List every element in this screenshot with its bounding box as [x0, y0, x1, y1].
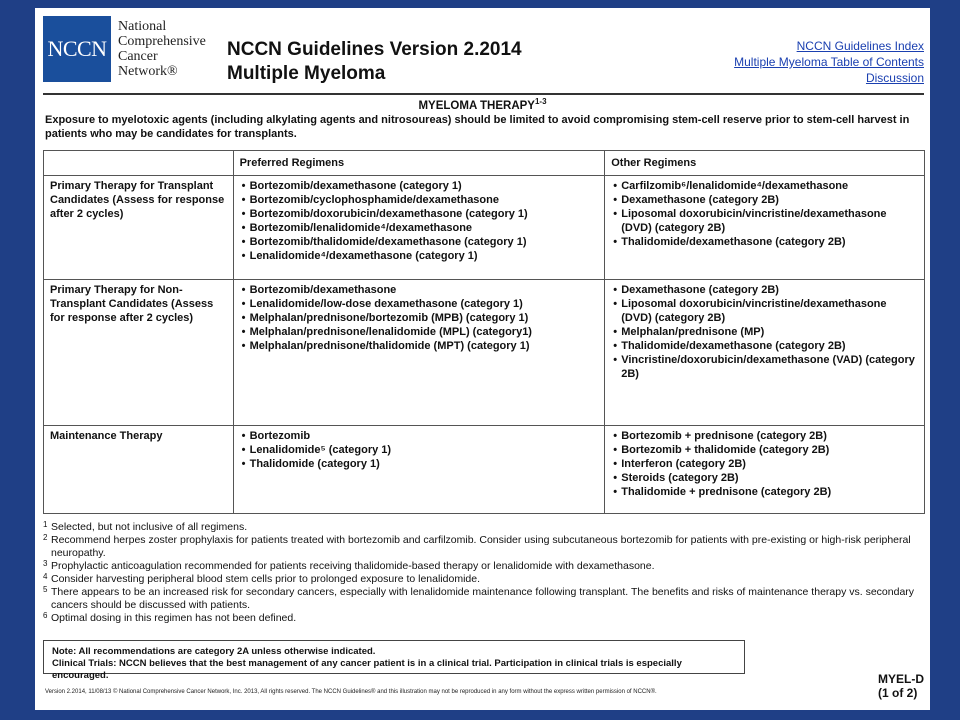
footnote-number: 2 — [43, 533, 48, 542]
page-code — [878, 672, 924, 700]
list-item: • Vincristine/doxorubicin/dexamethasone (VAD) (category 2B) — [621, 353, 918, 381]
guideline-page — [35, 8, 930, 710]
table-row — [44, 176, 925, 280]
footnote — [43, 521, 921, 534]
preferred-regimens-cell — [233, 426, 605, 514]
copyright-footer: Version 2.2014, 11/08/13 © National Comprehensive Cancer Network, Inc. 2013, All rights reserved. The NCCN Guidelines® and this illustration may not be reproduced in any form without the express written permission of NCCN®. — [45, 689, 657, 695]
footnote-text: Recommend herpes zoster prophylaxis for patients treated with bortezomib and carfilzomib. Consider using subcutaneous bortezomib for patients with pre-existing or high-risk peripheral neuropathy. — [51, 534, 911, 559]
list-item: • Bortezomib/dexamethasone (category 1) — [250, 179, 599, 193]
list-item: • Melphalan/prednisone/bortezomib (MPB) (category 1) — [250, 311, 599, 325]
list-item: • Thalidomide (category 1) — [250, 457, 599, 471]
note-category: Note: All recommendations are category 2A unless otherwise indicated. — [52, 646, 376, 657]
list-item: • Liposomal doxorubicin/vincristine/dexamethasone (DVD) (category 2B) — [621, 207, 918, 235]
footnote-text: Selected, but not inclusive of all regimens. — [51, 521, 248, 533]
list-item: • Bortezomib/dexamethasone — [250, 283, 599, 297]
nccn-logo — [43, 16, 206, 82]
list-item: • Bortezomib + prednisone (category 2B) — [621, 429, 918, 443]
row-label: Primary Therapy for Non-Transplant Candidates (Assess for response after 2 cycles) — [44, 280, 234, 426]
list-item: • Bortezomib — [250, 429, 599, 443]
other-regimens-cell — [605, 176, 925, 280]
section-title-footnote-ref: 1-3 — [534, 97, 547, 106]
footnote — [43, 534, 921, 560]
footnote — [43, 586, 921, 612]
footnote-number: 1 — [43, 520, 48, 529]
page-title — [227, 38, 522, 86]
footnote-number: 5 — [43, 585, 48, 594]
list-item: • Bortezomib/doxorubicin/dexamethasone (category 1) — [250, 207, 599, 221]
footnote-text: Prophylactic anticoagulation recommended for patients receiving thalidomide-based therapy or lenalidomide with dexamethasone. — [51, 560, 655, 572]
preferred-regimens-cell — [233, 280, 605, 426]
list-item: • Melphalan/prednisone/lenalidomide (MPL) (category1) — [250, 325, 599, 339]
footnote-number: 6 — [43, 611, 48, 620]
table-row — [44, 280, 925, 426]
note-box — [43, 640, 745, 681]
footnote-number: 3 — [43, 559, 48, 568]
list-item: • Lenalidomide/low-dose dexamethasone (category 1) — [250, 297, 599, 311]
table-header-cell: Other Regimens — [605, 151, 925, 176]
discussion-link[interactable]: Discussion — [865, 71, 924, 85]
navigation-links — [734, 38, 924, 86]
footnote — [43, 612, 921, 625]
row-label: Maintenance Therapy — [44, 426, 234, 514]
table-row — [44, 426, 925, 514]
list-item: • Carfilzomib⁶/lenalidomide⁴/dexamethasone — [621, 179, 918, 193]
preferred-regimens-cell — [233, 176, 605, 280]
list-item: • Thalidomide/dexamethasone (category 2B) — [621, 235, 918, 249]
list-item: • Melphalan/prednisone (MP) — [621, 325, 918, 339]
section-title — [35, 97, 930, 112]
section-title-text: MYELOMA THERAPY — [418, 99, 535, 112]
row-label: Primary Therapy for Transplant Candidates (Assess for response after 2 cycles) — [44, 176, 234, 280]
logo-line: Network® — [118, 64, 178, 79]
list-item: • Bortezomib/cyclophosphamide/dexamethasone — [250, 193, 599, 207]
header-divider — [43, 93, 924, 95]
list-item: • Bortezomib/lenalidomide⁴/dexamethasone — [250, 221, 599, 235]
list-item: • Dexamethasone (category 2B) — [621, 283, 918, 297]
note-clinical-trials: Clinical Trials: NCCN believes that the best management of any cancer patient is in a clinical trial. Participation in clinical trials is especially encouraged. — [52, 658, 682, 681]
other-regimens-cell — [605, 426, 925, 514]
list-item: • Thalidomide/dexamethasone (category 2B) — [621, 339, 918, 353]
guideline-topic: Multiple Myeloma — [227, 63, 386, 84]
list-item: • Liposomal doxorubicin/vincristine/dexamethasone (DVD) (category 2B) — [621, 297, 918, 325]
page-code-id: MYEL-D — [878, 672, 924, 686]
footnote-text: Consider harvesting peripheral blood stem cells prior to prolonged exposure to lenalidomide. — [51, 573, 480, 585]
table-of-contents-link[interactable]: Multiple Myeloma Table of Contents — [734, 55, 924, 69]
list-item: • Bortezomib/thalidomide/dexamethasone (category 1) — [250, 235, 599, 249]
list-item: • Bortezomib + thalidomide (category 2B) — [621, 443, 918, 457]
list-item: • Melphalan/prednisone/thalidomide (MPT) (category 1) — [250, 339, 599, 353]
logo-mark: NCCN — [43, 16, 111, 82]
footnote-text: Optimal dosing in this regimen has not been defined. — [51, 612, 297, 624]
list-item: • Thalidomide + prednisone (category 2B) — [621, 485, 918, 499]
logo-line: National — [118, 19, 167, 34]
list-item: • Interferon (category 2B) — [621, 457, 918, 471]
footnote-number: 4 — [43, 572, 48, 581]
footnote — [43, 560, 921, 573]
logo-line: Cancer — [118, 49, 158, 64]
guidelines-index-link[interactable]: NCCN Guidelines Index — [796, 39, 924, 53]
list-item: • Steroids (category 2B) — [621, 471, 918, 485]
list-item: • Lenalidomide⁵ (category 1) — [250, 443, 599, 457]
footnote — [43, 573, 921, 586]
list-item: • Dexamethasone (category 2B) — [621, 193, 918, 207]
other-regimens-cell — [605, 280, 925, 426]
table-header-cell: Preferred Regimens — [233, 151, 605, 176]
list-item: • Lenalidomide⁴/dexamethasone (category 1) — [250, 249, 599, 263]
logo-wordmark — [118, 19, 206, 79]
logo-line: Comprehensive — [118, 34, 206, 49]
intro-text: Exposure to myelotoxic agents (including alkylating agents and nitrosoureas) should be limited to avoid compromising stem-cell reserve prior to stem-cell harvest in patients who may be candidates for transplants. — [45, 114, 910, 140]
regimens-table — [43, 150, 925, 514]
table-header-row — [44, 151, 925, 176]
page-number: (1 of 2) — [878, 686, 918, 700]
guideline-version: NCCN Guidelines Version 2.2014 — [227, 39, 522, 60]
footnotes — [43, 521, 921, 625]
table-header-cell — [44, 151, 234, 176]
footnote-text: There appears to be an increased risk for secondary cancers, especially with lenalidomide maintenance following transplant. The benefits and risks of maintenance therapy vs. secondary cancers should be discussed with patients. — [51, 586, 915, 611]
